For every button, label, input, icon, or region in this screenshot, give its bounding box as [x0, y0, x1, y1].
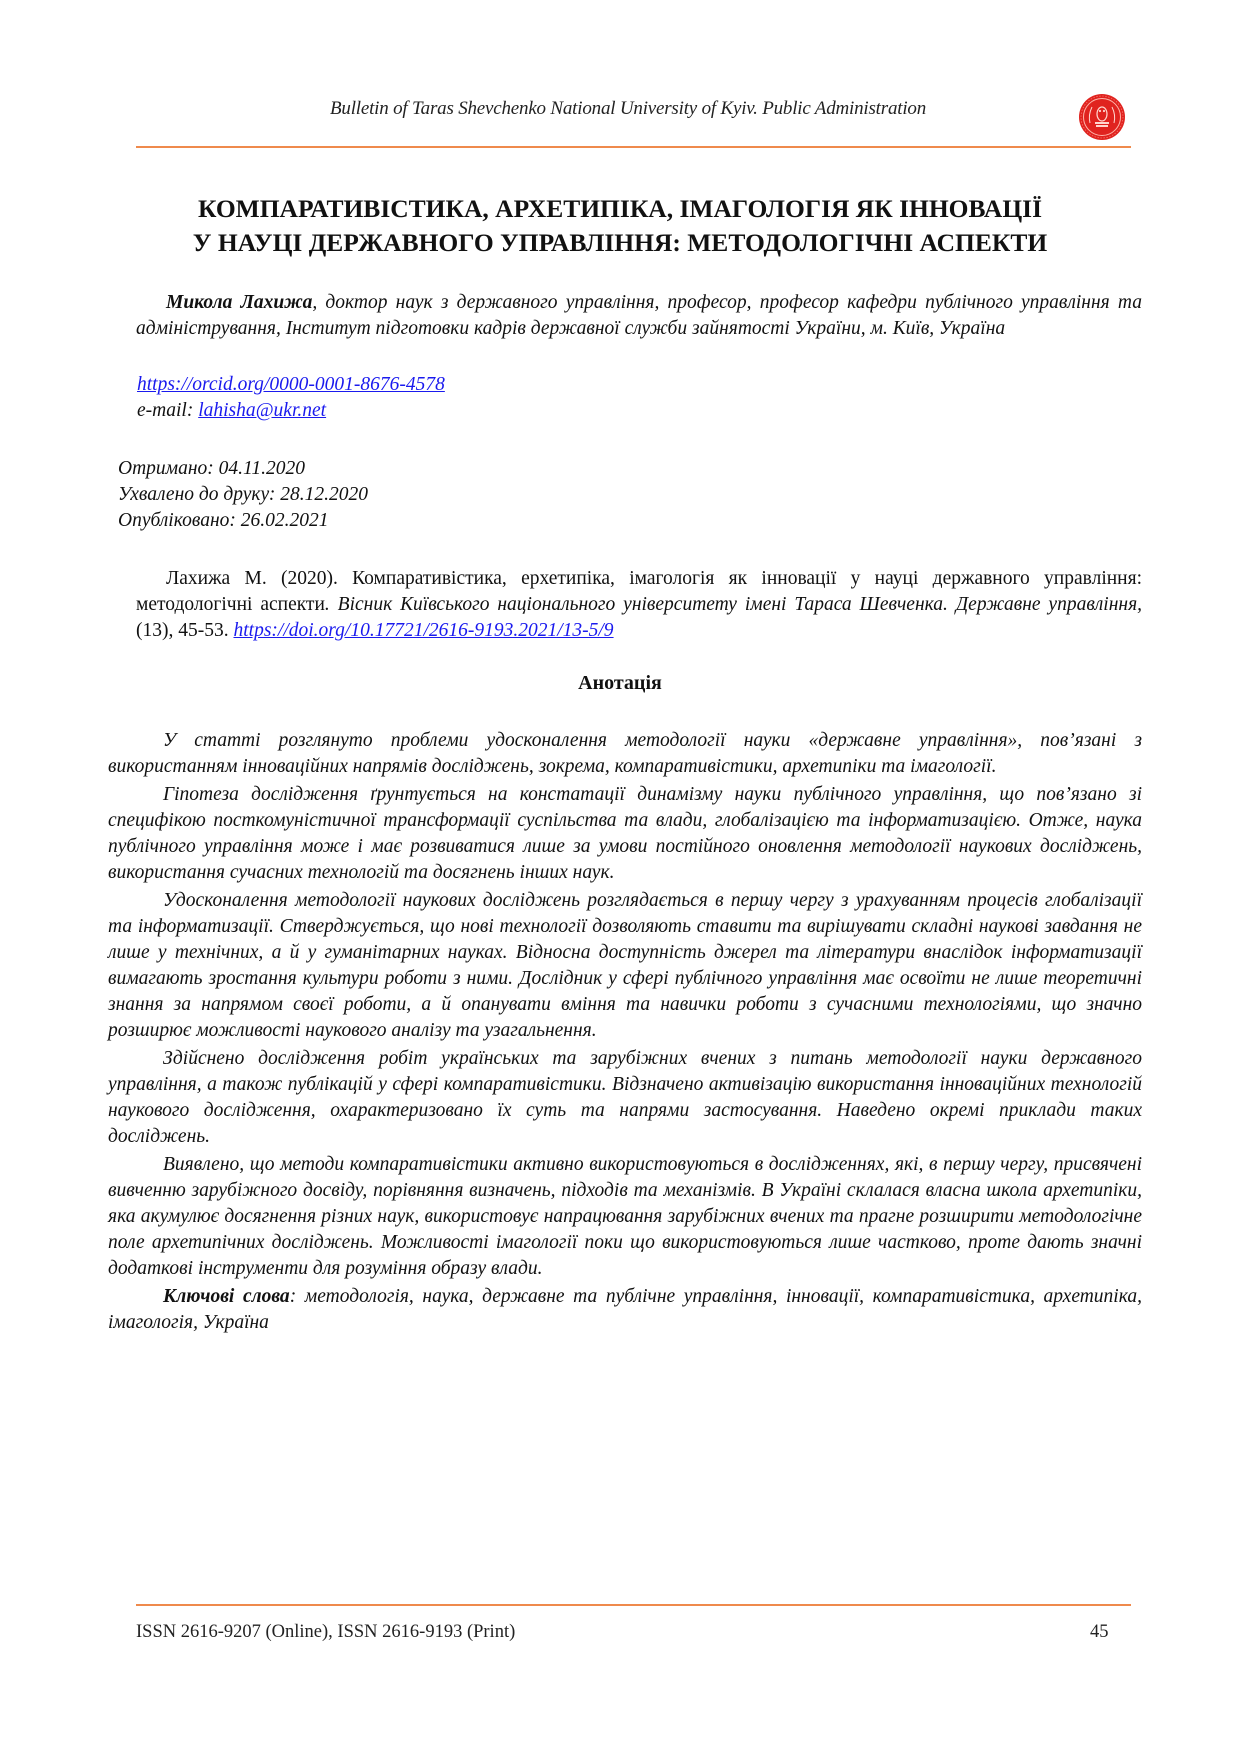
abstract-heading: Анотація — [578, 672, 662, 694]
email-link[interactable]: lahisha@ukr.net — [198, 400, 327, 421]
header-divider — [136, 146, 1131, 148]
article-title — [120, 192, 1120, 260]
email-label: e-mail: — [137, 400, 199, 421]
abstract-paragraph: Удосконалення методології наукових досліджень розглядається в першу чергу з урахуванням процесів глобалізації та інформатизації. Стверджується, що нові технології дозволяють ставити та вирішувати складні наукові завдання не лише у технічних, а й у гуманітарних науках. Відносна доступність джерел та літератури внаслідок інформатизації вимагають зростання культури роботи з ними. Дослідник у сфері публічного управління має освоїти не лише теоретичні знання за напрямом своєї роботи, а й опанувати вміння та навички роботи з сучасними технологіями, що значно розширює можливості наукового аналізу та узагальнення. — [108, 890, 1142, 1041]
abstract-paragraph: Виявлено, що методи компаративістики активно використовуються в дослідженнях, які, в першу чергу, присвячені вивченню зарубіжного досвіду, порівняння визначень, підходів та механізмів. В Україні склалася власна школа архетипіки, яка акумулює досягнення різних наук, використовує напрацювання зарубіжних вчених та прагне розширити методологічне поле архетипічних досліджень. Можливості імагології поки що використовуються лише частково, проте дають значні додаткові інструменти для розуміння образу влади. — [108, 1154, 1142, 1279]
author-affiliation: , доктор наук з державного управління, професор, професор кафедри публічного управління та адміністрування, Інститут підготовки кадрів державної служби зайнятості України, м. Київ, Україна — [136, 292, 1142, 339]
citation — [136, 566, 1142, 644]
footer-divider — [136, 1604, 1131, 1606]
keywords-label: Ключові слова — [163, 1286, 290, 1307]
article-title-line-1: КОМПАРАТИВІСТИКА, АРХЕТИПІКА, ІМАГОЛОГІЯ ЯК ІННОВАЦІЇ — [197, 194, 1043, 223]
citation-journal: . Вісник Київського національного університету імені Тараса Шевченка. Державне управління, — [324, 594, 1143, 615]
date-received: Отримано: 04.11.2020 — [118, 458, 305, 479]
abstract-paragraph: Здійснено дослідження робіт українських та зарубіжних вчених з питань методології науки державного управління, а також публікацій у сфері компаративістики. Відзначено активізацію використання інноваційних технологій наукового дослідження, охарактеризовано їх суть та напрями застосування. Наведено окремі приклади таких досліджень. — [108, 1048, 1142, 1147]
page-number: 45 — [1090, 1622, 1109, 1642]
abstract-paragraph: У статті розглянуто проблеми удосконалення методології науки «державне управління», пов’язані з використанням інноваційних напрямів досліджень, зокрема, компаративістики, архетипіки та імагології. — [108, 730, 1142, 777]
university-seal-icon — [1078, 93, 1126, 141]
publication-dates — [118, 456, 1124, 534]
date-accepted: Ухвалено до друку: 28.12.2020 — [118, 484, 369, 505]
article-title-line-2: У НАУЦІ ДЕРЖАВНОГО УПРАВЛІННЯ: МЕТОДОЛОГІЧНІ АСПЕКТИ — [192, 228, 1048, 257]
author-info — [136, 290, 1142, 342]
date-published: Опубліковано: 26.02.2021 — [118, 510, 329, 531]
keywords — [108, 1284, 1142, 1336]
doi-link[interactable]: https://doi.org/10.17721/2616-9193.2021/13-5/9 — [233, 620, 614, 641]
citation-volume-pages: (13), 45-53. — [136, 620, 234, 641]
abstract-body — [108, 728, 1142, 1336]
orcid-link[interactable]: https://orcid.org/0000-0001-8676-4578 — [137, 374, 445, 395]
journal-header-title: Bulletin of Taras Shevchenko National University of Kyiv. Public Administration — [330, 98, 927, 119]
author-links — [137, 372, 1143, 424]
author-name: Микола Лахижа — [166, 292, 313, 313]
footer-issn: ISSN 2616-9207 (Online), ISSN 2616-9193 (Print) — [136, 1622, 516, 1642]
citation-text: Лахижа М. (2020). Компаративістика, ерхетипіка, імагологія як інновації у науці державного управління: методологічні аспекти — [136, 568, 1142, 615]
keywords-list: : методологія, наука, державне та публічне управління, інновації, компаративістика, архетипіка, імагологія, Україна — [108, 1286, 1142, 1333]
abstract-paragraph: Гіпотеза дослідження ґрунтується на констатації динамізму науки публічного управління, що пов’язано зі специфікою посткомуністичної трансформації суспільства та влади, глобалізацією та інформатизацією. Отже, наука публічного управління може і має розвиватися лише за умови постійного оновлення методології наукових досліджень, використання сучасних технологій та досягнень інших наук. — [108, 784, 1142, 883]
